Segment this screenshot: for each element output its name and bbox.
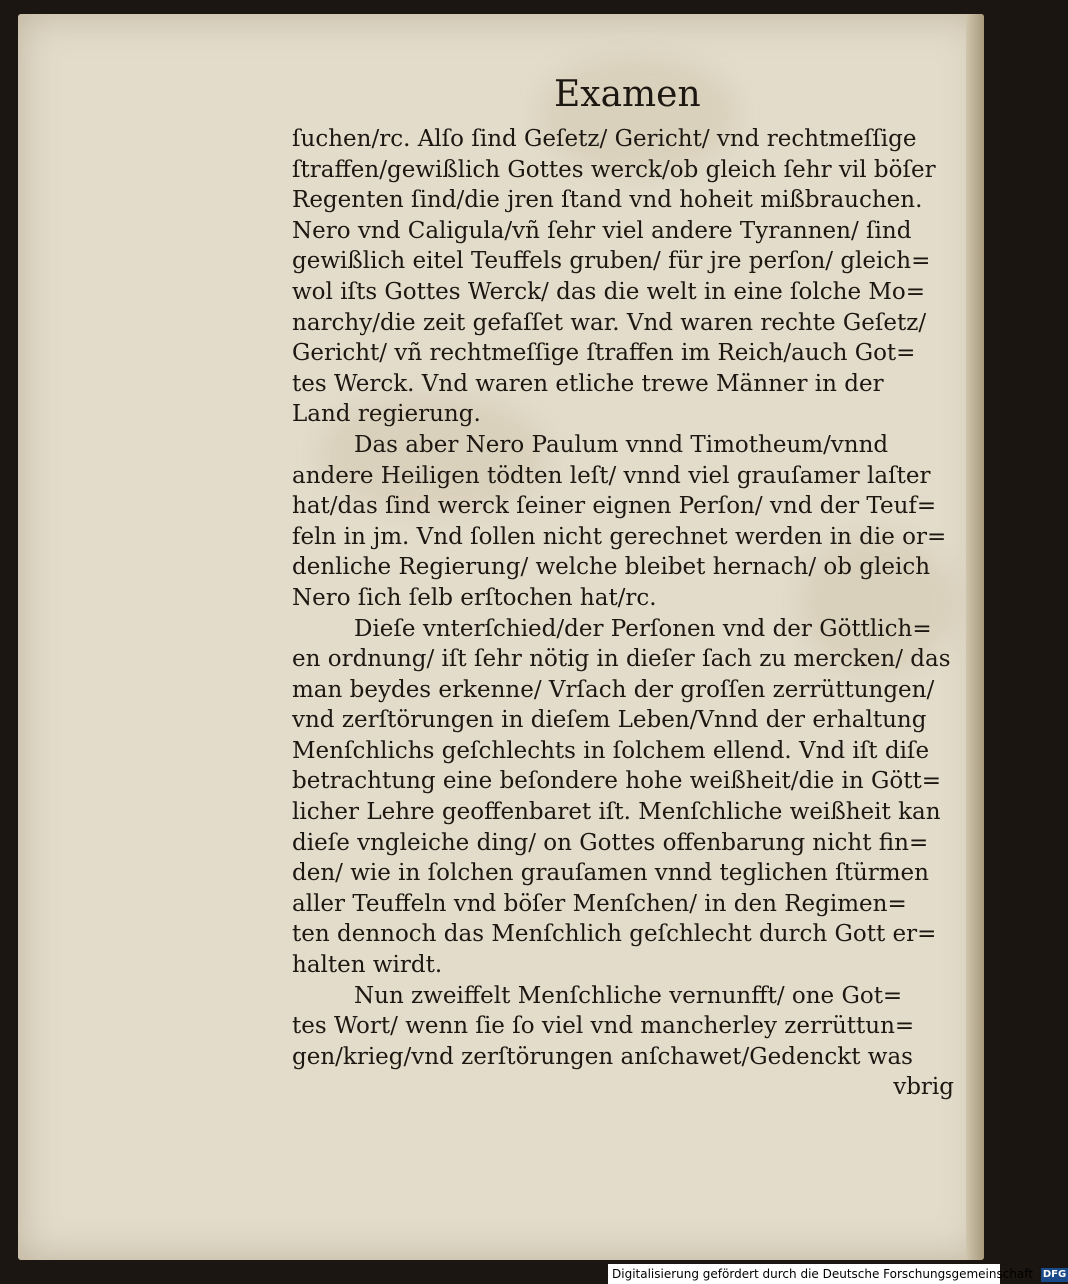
text-line: wol iſts Gottes Werck/ das die welt in eine ſolche Mo= — [292, 278, 926, 305]
text-line: Land regierung. — [292, 401, 481, 428]
text-line: ſuchen/rc. Alſo ſind Geſetz/ Gericht/ vnd rechtmeſſige — [292, 126, 917, 152]
credit-text: Digitalisierung gefördert durch die Deutsche Forschungsgemeinschaft — [612, 1267, 1034, 1281]
catchword: vbrig — [893, 1074, 954, 1101]
text-line: Nero ſich ſelb erſtochen hat/rc. — [292, 584, 657, 611]
text-line: halten wirdt. — [292, 952, 443, 979]
page-edge — [966, 14, 984, 1260]
digitization-credit — [608, 1264, 1067, 1284]
text-line: dieſe vngleiche ding/ on Gottes offenbarung nicht fin= — [292, 829, 929, 856]
dfg-logo: DFG — [1042, 1268, 1067, 1280]
running-heading: Examen — [554, 74, 701, 115]
text-line: betrachtung eine beſondere hohe weißheit/die in Gött= — [292, 768, 941, 795]
text-line: denliche Regierung/ welche bleibet hernach/ ob gleich — [292, 554, 931, 581]
body-text — [292, 124, 954, 1103]
text-line: gewißlich eitel Teuffels gruben/ für jre perſon/ gleich= — [292, 248, 931, 275]
text-line: hat/das ſind werck ſeiner eignen Perſon/ vnd der Teuf= — [292, 493, 937, 520]
paragraph-start-line: Das aber Nero Paulum vnnd Timotheum/vnnd — [354, 431, 889, 458]
text-line: licher Lehre geoffenbaret iſt. Menſchliche weißheit kan — [292, 799, 941, 826]
text-line: en ordnung/ iſt ſehr nötig in dieſer ſach zu mercken/ das — [292, 646, 951, 673]
text-line: man beydes erkenne/ Vrſach der groſſen zerrüttungen/ — [292, 676, 935, 703]
text-line: feln in jm. Vnd ſollen nicht gerechnet werden in die or= — [292, 523, 947, 550]
text-line: vnd zerſtörungen in dieſem Leben/Vnnd der erhaltung — [292, 707, 927, 734]
text-line: Menſchlichs geſchlechts in ſolchem ellend. Vnd iſt diſe — [292, 737, 930, 764]
text-line: gen/krieg/vnd zerſtörungen anſchawet/Gedenckt was — [292, 1043, 913, 1070]
text-line: andere Heiligen tödten leſt/ vnnd viel grauſamer laſter — [292, 462, 931, 489]
text-line: tes Werck. Vnd waren etliche trewe Männer in der — [292, 370, 884, 397]
paragraph-start-line: Dieſe vnterſchied/der Perſonen vnd der Göttlich= — [354, 615, 932, 642]
text-line: Gericht/ vñ rechtmeſſige ſtraffen im Reich/auch Got= — [292, 340, 916, 367]
text-line: tes Wort/ wenn ſie ſo viel vnd mancherley zerrüttun= — [292, 1013, 915, 1040]
text-line: narchy/die zeit gefaſſet war. Vnd waren rechte Geſetz/ — [292, 309, 927, 336]
text-line: aller Teuffeln vnd böſer Menſchen/ in den Regimen= — [292, 890, 907, 917]
paragraph-start-line: Nun zweiffelt Menſchliche vernunfft/ one Got= — [354, 982, 903, 1009]
text-line: den/ wie in ſolchen grauſamen vnnd teglichen ſtürmen — [292, 860, 929, 887]
text-line: Nero vnd Caligula/vñ ſehr viel andere Tyrannen/ ſind — [292, 217, 912, 244]
text-line: ſtraffen/gewißlich Gottes werck/ob gleich ſehr vil böſer — [292, 156, 936, 183]
text-line: ten dennoch das Menſchlich geſchlecht durch Gott er= — [292, 921, 937, 948]
text-line: Regenten ſind/die jren ſtand vnd hoheit mißbrauchen. — [292, 187, 923, 214]
